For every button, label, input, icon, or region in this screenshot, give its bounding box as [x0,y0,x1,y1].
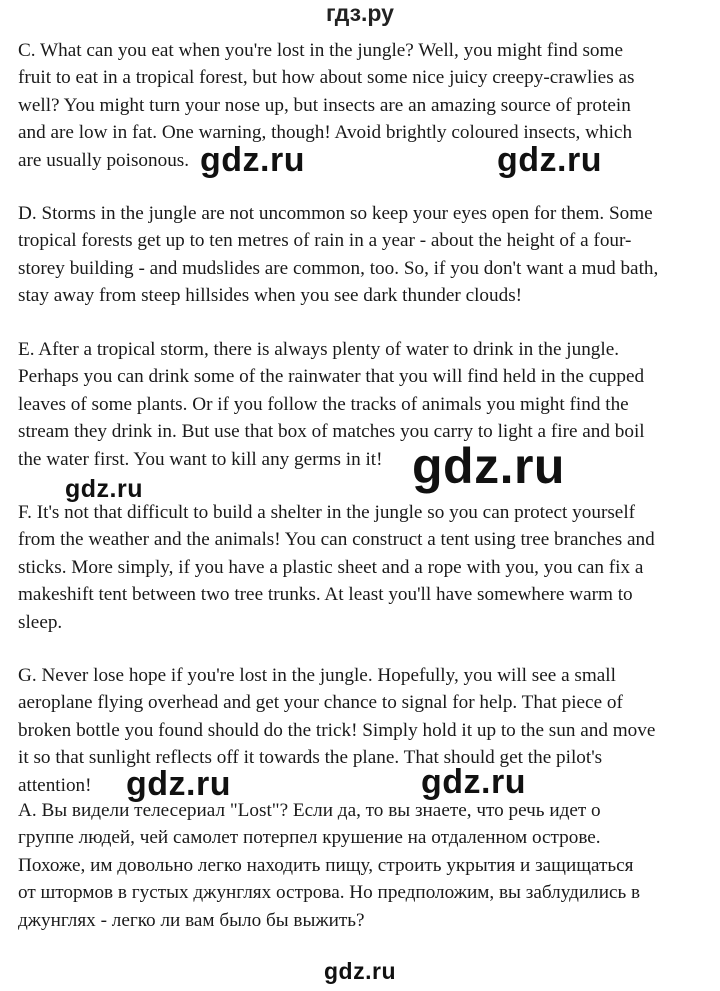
paragraph-line: sleep. [18,611,63,633]
paragraph-a-translation [18,797,708,934]
paragraph-d [18,200,708,310]
watermark: gdz.ru [65,475,143,503]
paragraph-line: Похоже, им довольно легко находить пищу, строить укрытия и защищаться [18,854,634,876]
paragraph-line: джунглях - легко ли вам было бы выжить? [18,909,365,931]
paragraph-c [18,37,708,174]
watermark: gdz.ru [200,141,305,179]
paragraph-line: it so that sunlight reflects off it towards the plane. That should get the pilot's [18,747,603,769]
paragraph-line: tropical forests get up to ten metres of rain in a year - about the height of a four- [18,230,632,252]
paragraph-line: C. What can you eat when you're lost in the jungle? Well, you might find some [18,40,623,61]
paragraph-line: stay away from steep hillsides when you see dark thunder clouds! [18,285,523,307]
paragraph-line: Perhaps you can drink some of the rainwater that you will find held in the cupped [18,366,645,388]
paragraph-g [18,662,708,799]
paragraph-e [18,336,708,473]
paragraph-line: stream they drink in. But use that box of matches you carry to light a fire and boil [18,421,645,443]
paragraph-line: от штормов в густых джунглях острова. Но предположим, вы заблудились в [18,882,641,904]
paragraph-line: broken bottle you found should do the trick! Simply hold it up to the sun and move [18,719,656,741]
paragraph-line: F. It's not that difficult to build a shelter in the jungle so you can protect yourself [18,502,636,523]
paragraph-line: storey building - and mudslides are common, too. So, if you don't want a mud bath, [18,257,659,279]
paragraph-line: are usually poisonous. [18,149,190,171]
watermark: gdz.ru [421,763,526,801]
paragraph-line: and are low in fat. One warning, though! Avoid brightly coloured insects, which [18,122,633,144]
paragraph-line: D. Storms in the jungle are not uncommon so keep your eyes open for them. Some [18,203,653,224]
watermark: gdz.ru [412,438,565,494]
paragraph-line: makeshift tent between two tree trunks. At least you'll have somewhere warm to [18,584,633,606]
paragraph-line: fruit to eat in a tropical forest, but how about some nice juicy creepy-crawlies as [18,67,635,89]
footer-watermark: gdz.ru [324,958,396,984]
site-header: гдз.ру [326,0,394,26]
paragraph-line: sticks. More simply, if you have a plastic sheet and a rope with you, you can fix a [18,556,644,578]
watermark: gdz.ru [497,141,602,179]
paragraph-line: А. Вы видели телесериал "Lost"? Если да, то вы знаете, что речь идет о [18,800,601,821]
watermark: gdz.ru [126,765,231,803]
paragraph-line: well? You might turn your nose up, but insects are an amazing source of protein [18,94,631,116]
paragraph-f [18,499,708,636]
paragraph-line: aeroplane flying overhead and get your chance to signal for help. That piece of [18,692,623,714]
paragraph-line: leaves of some plants. Or if you follow the tracks of animals you might find the [18,393,629,415]
paragraph-line: G. Never lose hope if you're lost in the jungle. Hopefully, you will see a small [18,665,616,686]
paragraph-line: attention! [18,774,92,796]
paragraph-line: группе людей, чей самолет потерпел крушение на отдаленном острове. [18,827,601,849]
paragraph-line: from the weather and the animals! You can construct a tent using tree branches and [18,529,655,551]
paragraph-line: the water first. You want to kill any germs in it! [18,448,383,470]
paragraph-line: E. After a tropical storm, there is always plenty of water to drink in the jungle. [18,339,620,360]
